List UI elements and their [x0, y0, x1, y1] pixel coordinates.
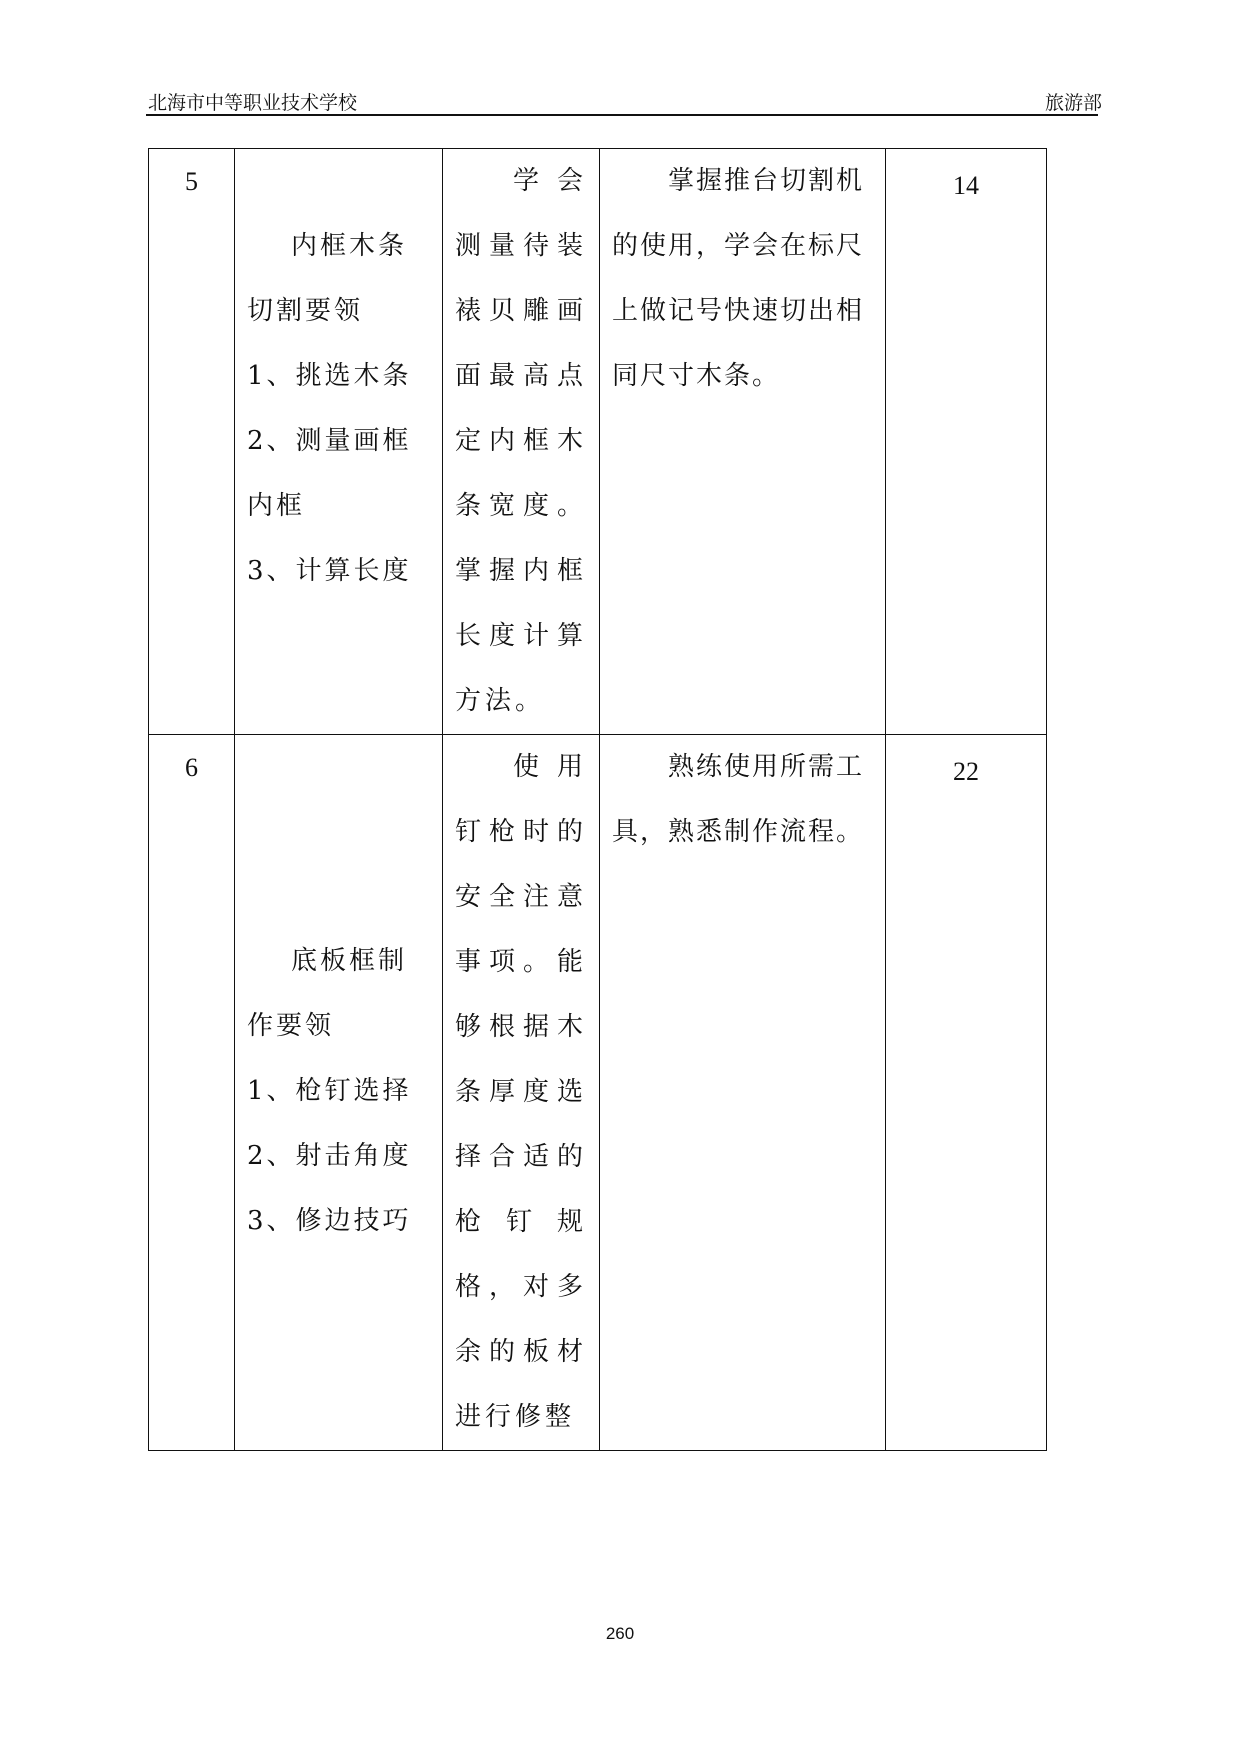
goal-cell: [443, 149, 600, 735]
point-title: 底板框制作要领: [247, 946, 408, 1041]
page-number: 260: [605, 1624, 635, 1643]
header-divider: [146, 114, 1098, 116]
hours-value: 14: [953, 171, 979, 200]
goal-cell: [443, 735, 600, 1451]
requirement-cell: [600, 149, 886, 735]
table-row: [149, 149, 1047, 735]
point-item: 1、枪钉选择: [247, 1076, 412, 1106]
point-item: 2、测量画框内框: [247, 426, 412, 521]
row-number: 5: [149, 149, 235, 735]
table-row: [149, 735, 1047, 1451]
requirement-text: 熟练使用所需工具，熟悉制作流程。: [612, 752, 865, 847]
hours-cell: [886, 735, 1047, 1451]
point-item: 3、修边技巧: [247, 1206, 412, 1236]
teaching-points-cell: [235, 149, 443, 735]
hours-value: 22: [953, 757, 979, 786]
department-name: 旅游部: [1044, 92, 1102, 114]
hours-cell: [886, 149, 1047, 735]
teaching-points-cell: [235, 735, 443, 1451]
requirement-text: 掌握推台切割机的使用，学会在标尺上做记号快速切出相同尺寸木条。: [612, 166, 865, 391]
point-item: 3、计算长度: [247, 556, 412, 586]
goal-text: 学会测量待装裱贝雕画面最高点定内框木条宽度。掌握内框长度计算方法。: [455, 166, 587, 716]
point-title: 内框木条切割要领: [247, 231, 408, 326]
point-item: 1、挑选木条: [247, 361, 412, 391]
point-item: 2、射击角度: [247, 1141, 412, 1171]
curriculum-table: [148, 148, 1047, 1451]
requirement-cell: [600, 735, 886, 1451]
goal-text: 使用钉枪时的安全注意事项。能够根据木条厚度选择合适的枪钉规格，对多余的板材进行修整: [455, 752, 587, 1432]
school-name: 北海市中等职业技术学校: [148, 92, 358, 114]
row-number: 6: [149, 735, 235, 1451]
